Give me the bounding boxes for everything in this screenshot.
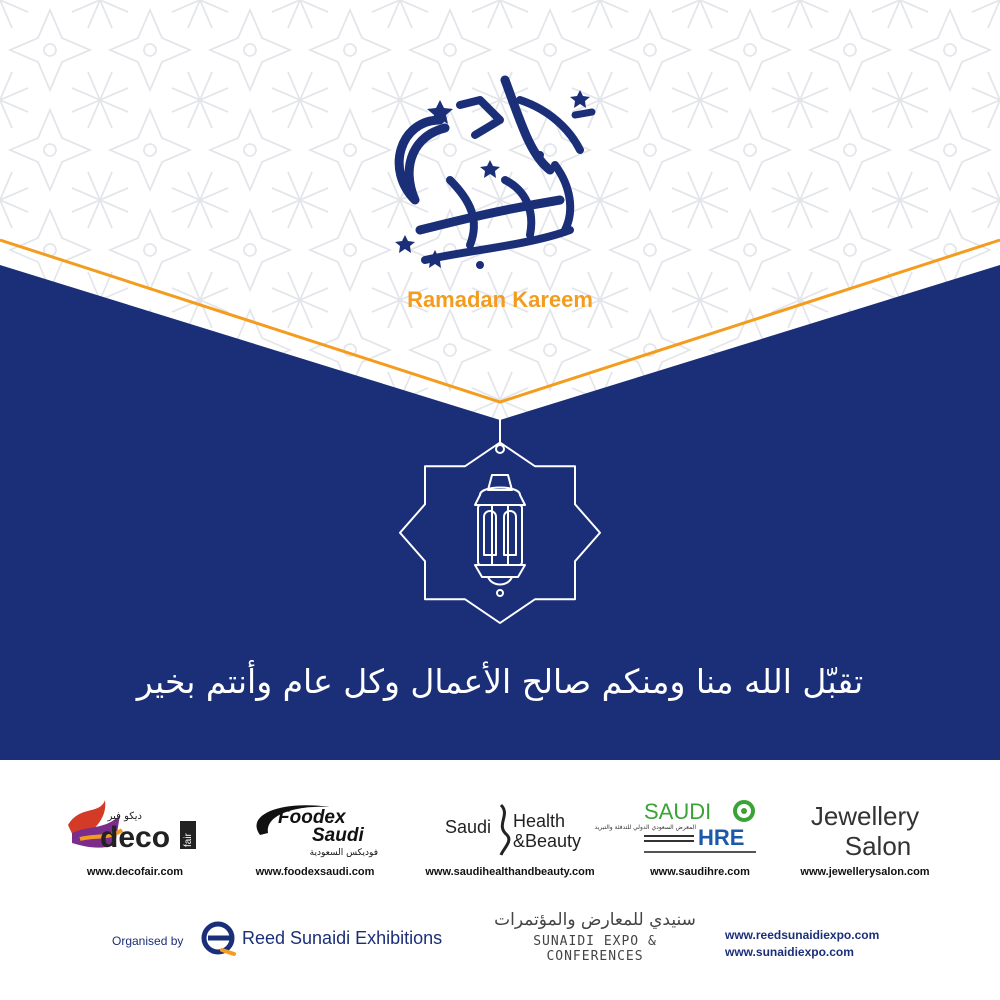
foodex-logo-line1: Foodex [278,807,346,828]
reed-sunaidi-logo[interactable] [200,920,442,956]
lantern-icon [400,405,600,645]
logo-jewellery-salon[interactable] [790,795,940,860]
decofair-logo-text: deco [100,821,171,854]
footer-links [725,927,879,961]
link-sunaidiexpo[interactable]: www.sunaidiexpo.com [725,945,854,959]
sunaidi-english: SUNAIDI EXPO & CONFERENCES [533,934,657,964]
url-saudi-hre[interactable]: www.saudihre.com [650,866,750,878]
organised-by-label: Organised by [112,934,184,948]
hre-logo-line1: SAUDI [644,799,712,824]
link-reedsunaidiexpo[interactable]: www.reedsunaidiexpo.com [725,928,880,942]
foodex-saudi-icon [240,795,390,860]
foodex-logo-ar: فوديكس السعودية [309,848,378,858]
reed-logo-icon [200,920,236,956]
shb-logo-line1: Health [513,811,566,831]
jewellery-salon-icon [790,795,940,860]
decofair-logo-ar: ديكو فير [107,811,142,822]
organiser-name: Reed Sunaidi Exhibitions [242,927,443,948]
shb-logo-left: Saudi [445,817,492,837]
logo-foodex-saudi[interactable] [240,795,390,860]
logo-saudi-hre[interactable] [594,795,770,860]
foodex-logo-line2: Saudi [312,825,364,846]
hre-logo-ar: المعرض السعودي الدولي للتدفئة والتبريد [594,824,696,831]
jewellery-logo-line1: Jewellery [810,801,920,831]
url-saudi-health-beauty[interactable]: www.saudihealthandbeauty.com [425,866,595,878]
decofair-logo-sub: fair [183,833,194,847]
saudi-hre-icon [594,795,770,860]
ramadan-calligraphy-icon [330,60,630,280]
jewellery-logo-line2: Salon [844,831,912,861]
url-jewellery-salon[interactable]: www.jewellerysalon.com [800,866,930,878]
shb-logo-line2: &Beauty [513,831,582,851]
decofair-icon [60,795,210,860]
logo-decofair[interactable] [60,795,210,860]
url-foodex-saudi[interactable]: www.foodexsaudi.com [255,866,375,878]
greeting-english: Ramadan Kareem [407,287,593,312]
sunaidi-arabic: سنيدي للمعارض والمؤتمرات [494,910,696,930]
logo-saudi-health-beauty[interactable] [415,795,605,860]
saudi-health-beauty-icon [415,795,605,860]
sunaidi-logo[interactable] [490,910,700,964]
greeting-arabic: تقبّل الله منا ومنكم صالح الأعمال وكل عام وأنتم بخير [136,662,864,701]
url-decofair[interactable]: www.decofair.com [86,866,184,878]
hre-logo-line2: HRE [698,825,745,850]
